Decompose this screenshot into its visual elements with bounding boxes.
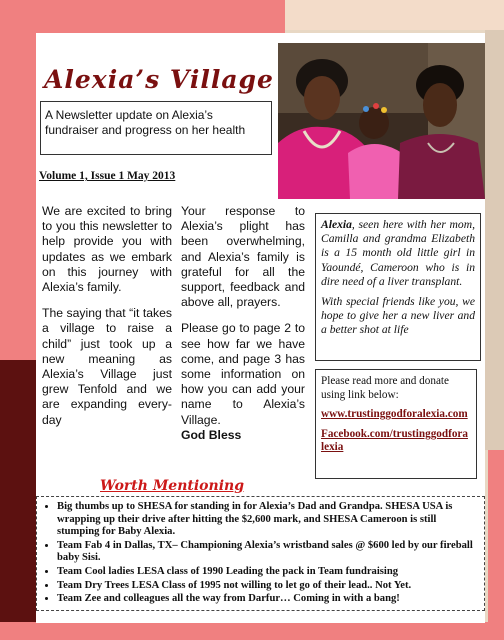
- issue-info: Volume 1, Issue 1 May 2013: [39, 170, 176, 182]
- response-paragraph: Your response to Alexia’s plight has been overwhelming, and Alexia’s family is grateful for all the support, feedback and above all, prayers.: [181, 204, 305, 310]
- website-link[interactable]: www.trustinggodforalexia.com: [321, 408, 468, 421]
- caption-paragraph: [321, 218, 475, 289]
- family-photo-illustration: [278, 43, 485, 199]
- newsletter-subtitle: A Newsletter update on Alexia’s fundraiser and progress on her health: [40, 101, 272, 155]
- decorative-band-pink-left: [0, 0, 36, 360]
- family-photo: [278, 43, 485, 199]
- donate-intro: Please read more and donate using link below:: [321, 375, 449, 401]
- newsletter-page: [36, 33, 485, 623]
- signoff: God Bless: [181, 427, 242, 442]
- photo-caption: [315, 213, 481, 361]
- newsletter-title: Alexia’s Village: [44, 65, 274, 94]
- facebook-link[interactable]: Facebook.com/trustinggodforalexia: [321, 427, 468, 454]
- caption-hope: With special friends like you, we hope to give her a new liver and a better shot at life: [321, 295, 475, 337]
- decorative-band-pink-top: [0, 0, 285, 33]
- list-item: • Big thumbs up to SHESA for standing in for Alexia’s Dad and Grandpa. SHESA USA is wrapping up their drive after hitting the $2,600 mark, and SHESA Cameroon is still stumping for Baby Alexia.: [57, 501, 478, 539]
- worth-mentioning-list: [43, 501, 478, 606]
- decorative-band-pink-bottom: [0, 622, 504, 640]
- village-paragraph: The saying that “it takes a village to raise a child” just took up a new meaning as Alexia’s Village just grew Tenfold and we are expanding every-day: [42, 306, 172, 427]
- list-item: • Team Cool ladies LESA class of 1990 Leading the pack in Team fundraising: [57, 566, 478, 579]
- donate-links-box: [315, 369, 477, 479]
- decorative-band-beige-right: [485, 30, 504, 450]
- decorative-band-dark-left: [0, 360, 36, 640]
- list-item: • Team Fab 4 in Dallas, TX– Championing Alexia’s wristband sales @ $600 led by our fireball baby Sisi.: [57, 540, 478, 565]
- decorative-band-beige-top: [285, 0, 504, 30]
- caption-name: Alexia: [321, 218, 352, 231]
- worth-mentioning-box: [36, 496, 485, 611]
- intro-paragraph: We are excited to bring to you this newsletter to help provide you with updates as we embark on this journey with Alexia’s family.: [42, 204, 172, 295]
- decorative-band-pink-right: [488, 450, 504, 640]
- caption-text: , seen here with her mom, Camilla and grandma Elizabeth is a 15 month old little girl in Yaoundé, Cameroon who is in dire need of a liver transplant.: [321, 218, 475, 288]
- list-item: • Team Zee and colleagues all the way from Darfur… Coming in with a bang!: [57, 593, 478, 606]
- response-column: [181, 204, 305, 443]
- list-item: • Team Dry Trees LESA Class of 1995 not willing to let go of their lead.. Not Yet.: [57, 580, 478, 593]
- intro-column: [42, 204, 172, 439]
- worth-mentioning-title: Worth Mentioning: [100, 478, 244, 494]
- pages-paragraph: Please go to page 2 to see how far we have come, and page 3 has some information on how you can add your name to Alexia’s Village.: [181, 321, 305, 427]
